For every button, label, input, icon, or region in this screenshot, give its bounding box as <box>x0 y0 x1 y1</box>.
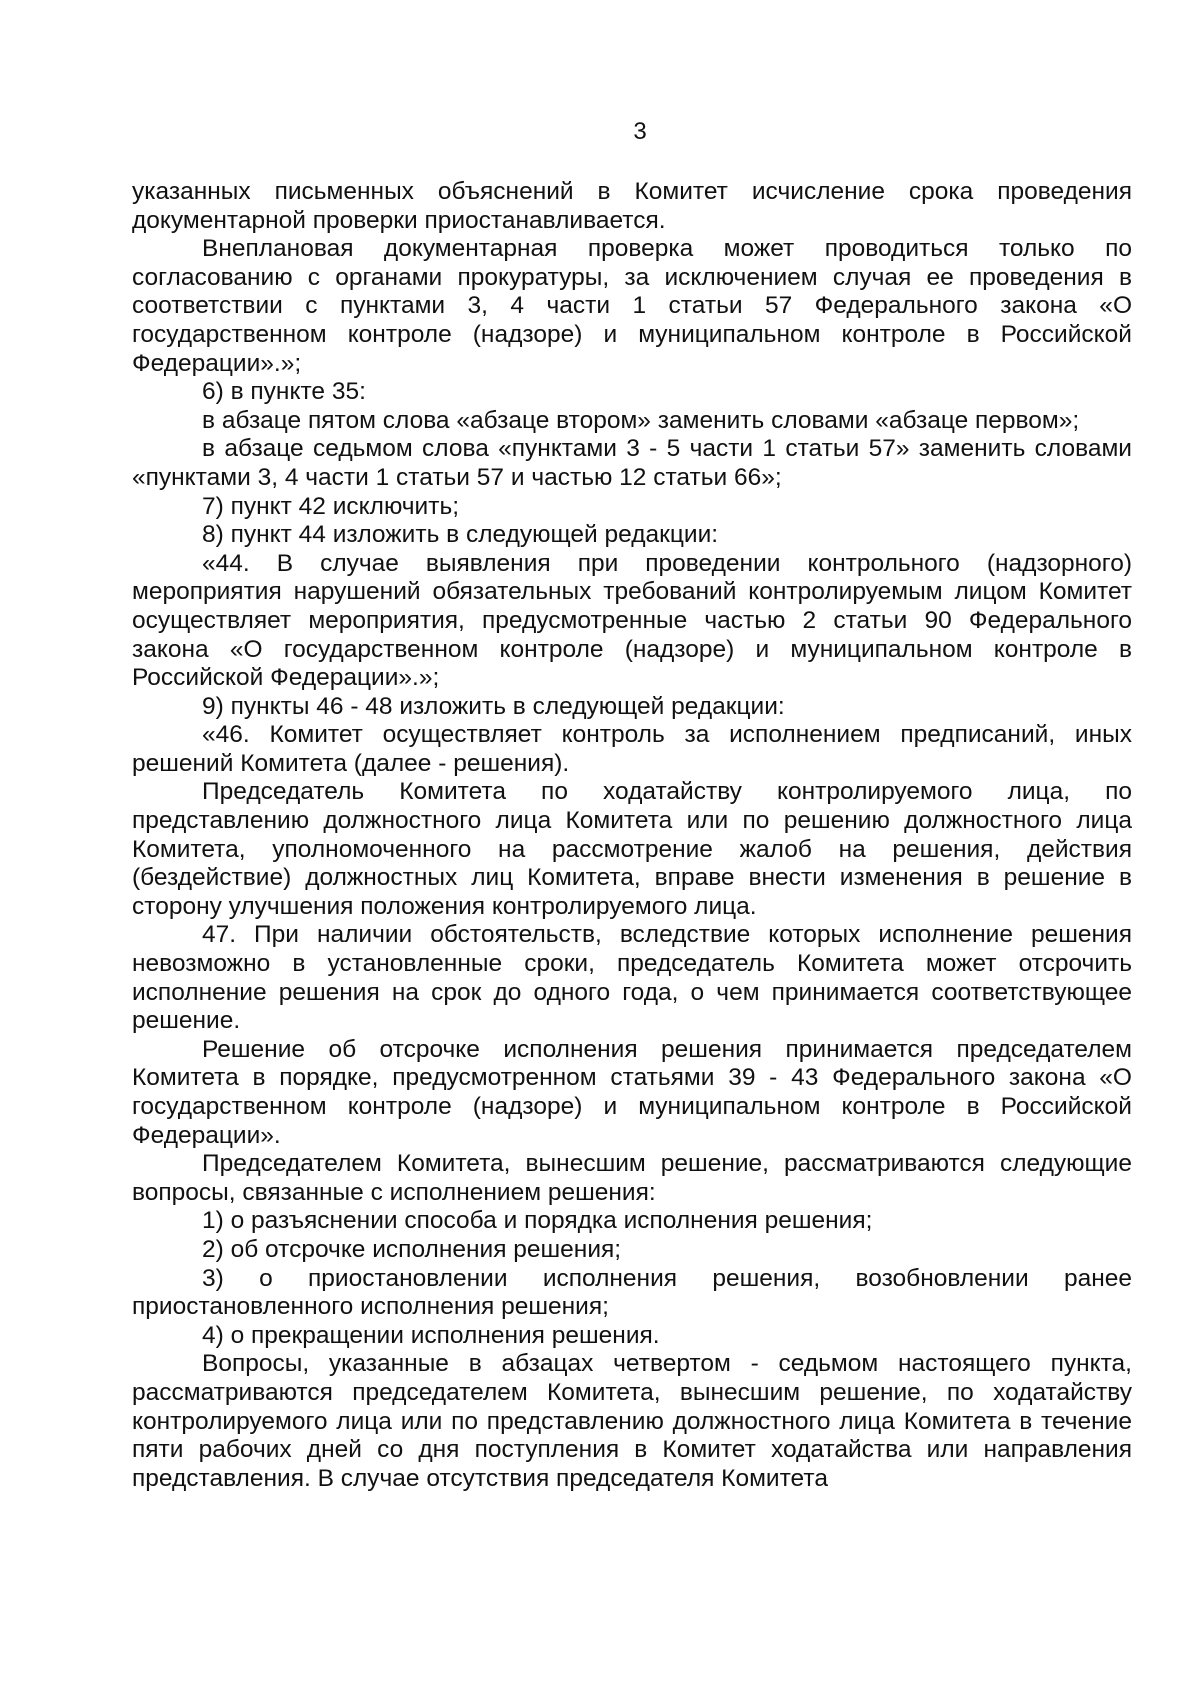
document-body <box>132 178 1132 1493</box>
paragraph: Внеплановая документарная проверка может проводиться только по согласованию с органами прокуратуры, за исключением случая ее проведения в соответствии с пунктами 3, 4 части 1 статьи 57 Федерального закона «О государственном контроле (надзоре) и муниципальном контроле в Российской Федерации».»; <box>132 235 1132 377</box>
paragraph: 8) пункт 44 изложить в следующей редакции: <box>202 521 719 549</box>
paragraph: 9) пункты 46 - 48 изложить в следующей редакции: <box>202 692 785 720</box>
paragraph: Решение об отсрочке исполнения решения принимается председателем Комитета в порядке, предусмотренном статьями 39 - 43 Федерального закона «О государственном контроле (надзоре) и муниципальном контроле в Российской Федерации». <box>132 1035 1132 1149</box>
paragraph: Вопросы, указанные в абзацах четвертом - седьмом настоящего пункта, рассматриваются председателем Комитета, вынесшим решение, по ходатайству контролируемого лица или по представлению должностного лица Комитета в течение пяти рабочих дней со дня поступления в Комитет ходатайства или направления представления. В случае отсутствия председателя Комитета <box>132 1350 1132 1492</box>
paragraph: в абзаце седьмом слова «пунктами 3 - 5 части 1 статьи 57» заменить словами «пунктами 3, 4 части 1 статьи 57 и частью 12 статьи 66»; <box>132 435 1132 491</box>
paragraph: 47. При наличии обстоятельств, вследствие которых исполнение решения невозможно в установленные сроки, председатель Комитета может отсрочить исполнение решения на срок до одного года, о чем принимается соответствующее решение. <box>132 921 1132 1035</box>
paragraph: 7) пункт 42 исключить; <box>202 492 460 520</box>
paragraph: 2) об отсрочке исполнения решения; <box>202 1235 622 1263</box>
paragraph: 3) о приостановлении исполнения решения, возобновлении ранее приостановленного исполнения решения; <box>132 1264 1132 1321</box>
paragraph: Председателем Комитета, вынесшим решение, рассматриваются следующие вопросы, связанные с исполнением решения: <box>132 1150 1132 1206</box>
paragraph: Председатель Комитета по ходатайству контролируемого лица, по представлению должностного лица Комитета или по решению должностного лица Комитета, уполномоченного на рассмотрение жалоб на решения, действия (бездействие) должностных лиц Комитета, вправе внести изменения в решение в сторону улучшения положения контролируемого лица. <box>132 778 1132 920</box>
paragraph: «44. В случае выявления при проведении контрольного (надзорного) мероприятия нарушений обязательных требований контролируемым лицом Комитет осуществляет мероприятия, предусмотренные частью 2 статьи 90 Федерального закона «О государственном контроле (надзоре) и муниципальном контроле в Российской Федерации».»; <box>132 549 1132 692</box>
paragraph: «46. Комитет осуществляет контроль за исполнением предписаний, иных решений Комитета (далее - решения). <box>132 721 1132 777</box>
paragraph: 1) о разъяснении способа и порядка исполнения решения; <box>202 1207 873 1235</box>
paragraph: указанных письменных объяснений в Комитет исчисление срока проведения документарной проверки приостанавливается. <box>132 178 1132 234</box>
paragraph: в абзаце пятом слова «абзаце втором» заменить словами «абзаце первом»; <box>202 406 1080 434</box>
page-number: 3 <box>633 118 647 145</box>
paragraph: 6) в пункте 35: <box>202 378 366 406</box>
paragraph: 4) о прекращении исполнения решения. <box>202 1321 660 1349</box>
